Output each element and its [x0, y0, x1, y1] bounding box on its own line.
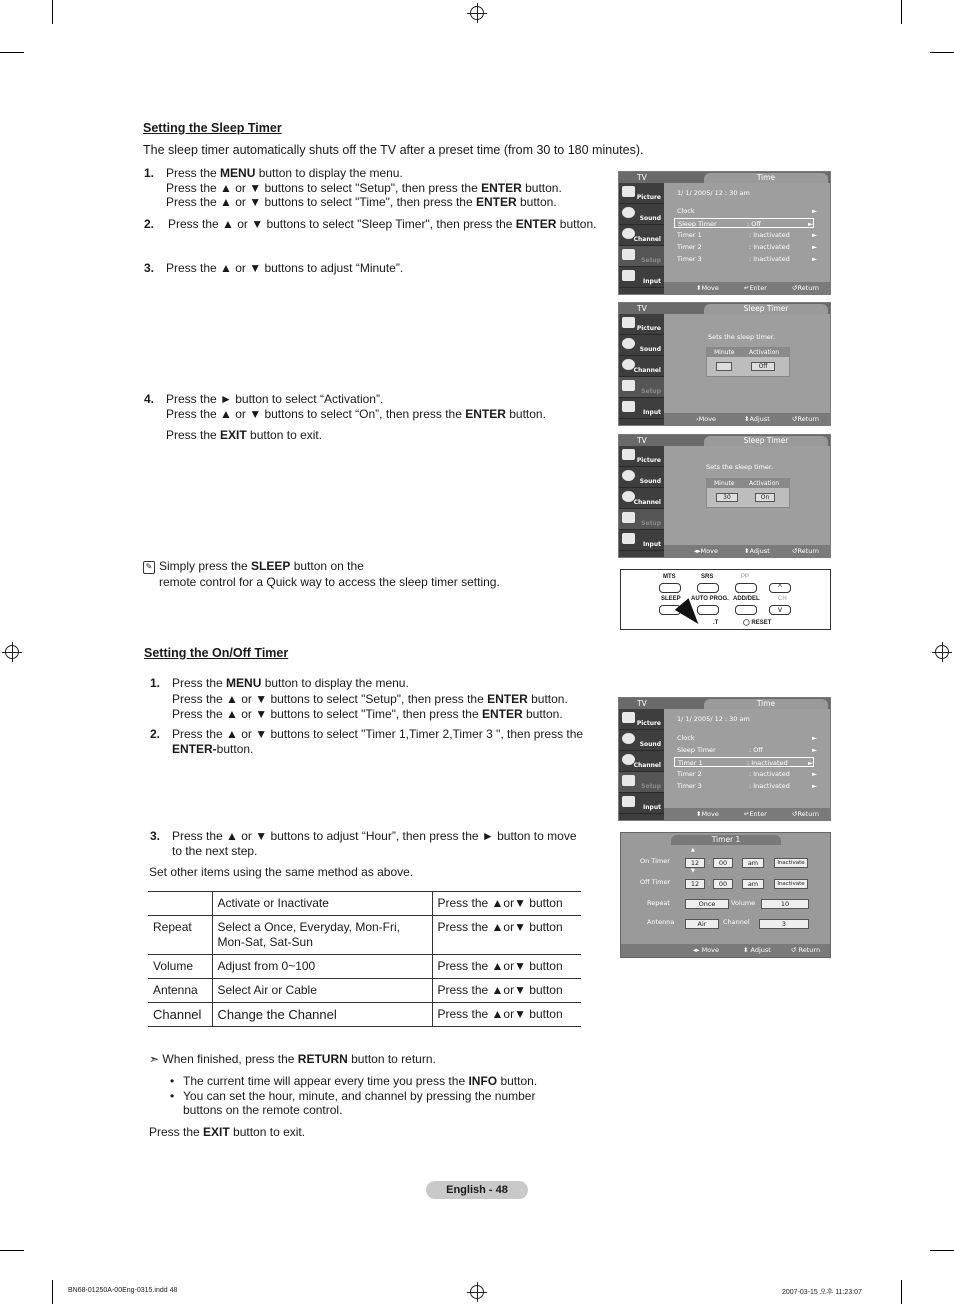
osd-sleep-timer-off: TV Sleep Timer Picture Sound Channel Setup Input Sets the sleep timer. Minute Activation Off › Move ⬍ Adjust ↺ Return — [618, 302, 831, 426]
settings-table — [148, 891, 581, 1027]
osd-sleep-timer-on: TV Sleep Timer Picture Sound Channel Setup Input Sets the sleep timer. Minute Activation 30 On ◂▸ Move ⬍ Adjust ↺ Return — [618, 434, 831, 558]
file-name: BN68-01250A-00Eng-0315.indd 48 — [68, 1287, 178, 1294]
crop-mark — [0, 52, 24, 53]
remote-control-image: MTS SRS PP ^ SLEEP AUTO PROG. ADD/DEL CH v .T ◯ RESET — [620, 569, 831, 630]
onoff-exit: Press the EXIT button to exit. — [149, 1125, 306, 1139]
osd-time-menu-timer1: TV Time Picture Sound Channel Setup Input 1/ 1/ 2005/ 12 : 30 am Clock ► Sleep Timer : Off ► Timer 1 : Inactivated ► Timer 2 : Inactivated ► Timer 3 : Inactivated ► ⬍ Move ↵ Enter ↺ Return — [618, 697, 831, 821]
crop-mark — [930, 52, 954, 53]
return-note: ➣ When finished, press the RETURN button to return. — [149, 1052, 436, 1066]
table-row: Repeat Select a Once, Everyday, Mon-Fri, Mon-Sat, Sat-Sun Press the ▲or▼ button — [148, 916, 581, 955]
registration-mark-icon — [467, 3, 487, 23]
sleep-step-1: 1. Press the MENU button to display the menu. Press the ▲ or ▼ buttons to select "Setup", then press the ENTER button. Press the ▲ or ▼ buttons to select "Time", then press the ENTER button. — [144, 166, 562, 209]
onoff-step-2: 2. Press the ▲ or ▼ buttons to select "Timer 1,Timer 2,Timer 3 ", then press the ENTER-button. — [150, 727, 584, 756]
sleep-note: Simply press the SLEEP button on the remote control for a Quick way to access the sleep timer setting. — [159, 559, 500, 589]
sleep-intro: The sleep timer automatically shuts off the TV after a preset time (from 30 to 180 minutes). — [143, 143, 644, 157]
note-icon: ✎ — [143, 561, 155, 574]
sleep-step-4: 4. Press the ► button to select “Activation”. Press the ▲ or ▼ buttons to select “On”, then press the ENTER button. — [144, 392, 546, 421]
crop-mark — [52, 0, 53, 24]
onoff-same-method: Set other items using the same method as above. — [149, 865, 414, 879]
sleep-step-3: 3. Press the ▲ or ▼ buttons to adjust “Minute”. — [144, 261, 404, 275]
onoff-step-1: 1. Press the MENU button to display the menu. Press the ▲ or ▼ buttons to select "Setup", then press the ENTER button. Press the ▲ or ▼ buttons to select "Time", then press the ENTER button. — [150, 676, 568, 721]
osd-time-menu: TV Time Picture Sound Channel Setup Input 1/ 1/ 2005/ 12 : 30 am Clock ► Sleep Timer : Off ► Timer 1 : Inactivated ► Timer 2 : Inactivated ► Timer 3 : Inactivated ► ⬍ Move ↵ Enter ↺ Return — [618, 171, 831, 295]
crop-mark — [901, 0, 902, 24]
sleep-exit: Press the EXIT button to exit. — [166, 428, 323, 442]
onoff-step-3: 3. Press the ▲ or ▼ buttons to adjust “Hour”, then press the ► button to move to the next step. — [150, 829, 577, 858]
table-row: Activate or Inactivate Press the ▲or▼ button — [148, 892, 581, 916]
crop-mark — [0, 1250, 24, 1251]
crop-mark — [52, 1280, 53, 1304]
osd-timer1-panel: Timer 1 On Timer Off Timer Repeat Antenna ▲ 12 ▼ : 00 am Inactivate 12 : 00 am Inactivate Once Volume 10 Air Channel 3 ◂▸ Move ⬍ Adjust ↺ Return — [620, 832, 831, 958]
print-date: 2007-03-15 오후 11:23:07 — [782, 1289, 862, 1296]
table-row: Antenna Select Air or Cable Press the ▲or▼ button — [148, 979, 581, 1003]
section-heading-onoff: Setting the On/Off Timer — [144, 646, 289, 660]
page-number-badge: English - 48 — [426, 1181, 528, 1199]
arrow-note-icon: ➣ — [149, 1052, 163, 1066]
registration-mark-icon — [2, 642, 22, 662]
pointer-arrow-icon — [675, 598, 706, 629]
crop-mark — [930, 1250, 954, 1251]
crop-mark — [901, 1280, 902, 1304]
registration-mark-icon — [467, 1282, 487, 1302]
section-heading-sleep: Setting the Sleep Timer — [143, 121, 282, 135]
table-row: Channel Change the Channel Press the ▲or▼ button — [148, 1003, 581, 1027]
sleep-step-2: 2. Press the ▲ or ▼ buttons to select "Sleep Timer", then press the ENTER button. — [144, 217, 597, 231]
registration-mark-icon — [932, 642, 952, 662]
bullet-list: • The current time will appear every time you press the INFO button. • You can set the hour, minute, and channel by pressing the number buttons on the remote control. — [170, 1074, 538, 1117]
table-row: Volume Adjust from 0~100 Press the ▲or▼ button — [148, 955, 581, 979]
